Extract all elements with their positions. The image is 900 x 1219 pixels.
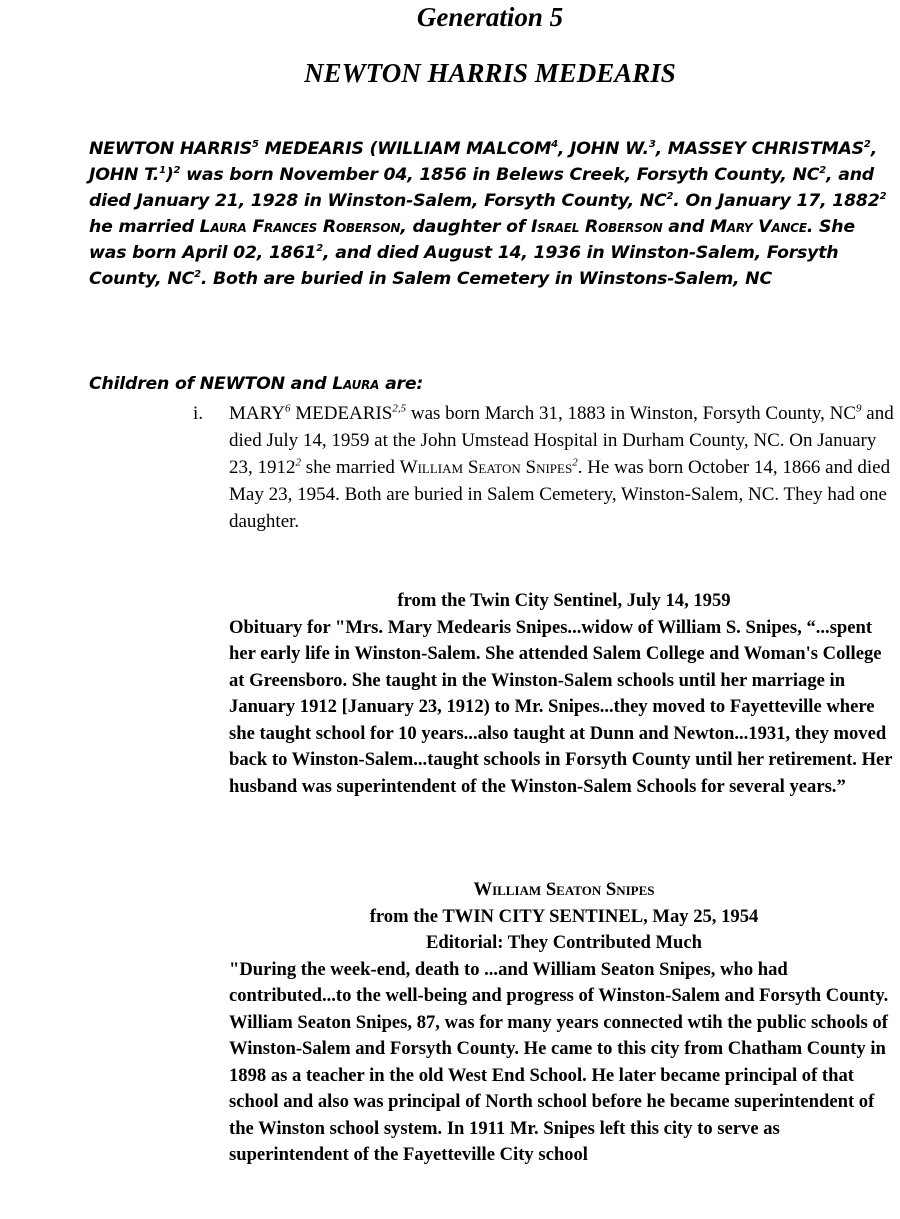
child-numeral: i. xyxy=(193,403,204,424)
intro-text: . She was born April 02, 1861 xyxy=(89,217,855,263)
children-heading xyxy=(89,371,423,397)
heading-mother: Laura xyxy=(332,374,380,394)
intro-text: MEDEARIS (WILLIAM MALCOM xyxy=(258,139,552,159)
footnote-ref: 1 xyxy=(159,165,166,177)
footnote-ref: 2 xyxy=(194,269,201,281)
heading-text: are: xyxy=(379,374,424,394)
footnote-ref: 2 xyxy=(666,191,674,203)
editorial-block xyxy=(229,877,899,1169)
child-text: . He was born October 14, 1866 and died May 23, 1954. Both are buried in Salem Cemetery, Winston-Salem, NC. They had one daughter. xyxy=(229,457,891,532)
obituary-block xyxy=(229,588,899,800)
heading-text: and xyxy=(284,374,333,394)
intro-text: . Both are buried in Salem Cemetery in Winstons-Salem, NC xyxy=(200,269,772,289)
footnote-ref: 4 xyxy=(551,139,558,151)
obituary-text: Obituary for "Mrs. Mary Medearis Snipes...widow of William S. Snipes, “...spent her early life in Winston-Salem. She attended Salem College and Woman's College at Greensboro. She taught in the Winston-Salem schools until her marriage in January 1912 [January 23, 1912) to Mr. Snipes...they moved to Fayetteville where she taught school for 10 years...also taught at Dunn and Newton...1931, they moved back to Winston-Salem...taught schools in Forsyth County until her retirement. Her husband was superintendent of the Winston-Salem Schools for several years.” xyxy=(229,616,893,797)
obituary-source: from the Twin City Sentinel, July 14, 1959 xyxy=(397,590,731,611)
person-title: NEWTON HARRIS MEDEARIS xyxy=(304,58,676,88)
footnote-ref: 2 xyxy=(879,191,887,203)
intro-text: was born November 04, 1856 in Belews Creek, Forsyth County, NC xyxy=(180,165,820,185)
child-entry xyxy=(229,400,899,535)
intro-text: . On January 17, 1882 xyxy=(673,191,880,211)
footnote-ref: 2 xyxy=(316,243,324,255)
intro-name: NEWTON HARRIS xyxy=(89,139,253,159)
child-text: was born March 31, 1883 in Winston, Forsyth County, NC xyxy=(406,403,857,424)
footnote-ref: 3 xyxy=(648,139,656,151)
footnote-ref: 2 xyxy=(572,456,578,469)
spouse-name: Laura Frances Roberson xyxy=(199,217,401,237)
footnote-ref: 2 xyxy=(863,139,871,151)
footnote-ref: 6 xyxy=(284,402,291,415)
mother-in-law-name: Mary Vance xyxy=(709,217,807,237)
editorial-text: "During the week-end, death to ...and William Seaton Snipes, who had contributed...to the well-being and progress of Winston-Salem and Forsyth County. William Seaton Snipes, 87, was for many years connected wtih the public schools of Winston-Salem and Forsyth County. He came to this city from Chatham County in 1898 as a teacher in the old West End School. He later became principal of that school and also was principal of North school before he became superintendent of the Winston school system. In 1911 Mr. Snipes left this city to serve as superintendent of the Fayetteville City school xyxy=(229,958,889,1165)
intro-text: and xyxy=(662,217,710,237)
footnote-ref: 9 xyxy=(856,402,862,415)
heading-text: Children of xyxy=(89,374,200,394)
child-text: and died July 14, 1959 at the John Umstead Hospital in Durham County, NC. On January 23, 1912 xyxy=(229,403,894,478)
footnote-ref: 2 xyxy=(295,456,301,469)
intro-text: , MASSEY CHRISTMAS xyxy=(655,139,864,159)
footnote-ref: 2 xyxy=(819,165,827,177)
editorial-source: from the TWIN CITY SENTINEL, May 25, 1954 xyxy=(369,905,759,927)
editorial-subject: William Seaton Snipes xyxy=(473,879,655,900)
intro-text: , and died August 14, 1936 in Winston-Salem, Forsyth County, NC xyxy=(89,243,839,289)
intro-text: ) xyxy=(165,165,174,185)
intro-paragraph xyxy=(89,136,889,292)
footnote-ref: 2,5 xyxy=(392,402,407,415)
child-surname: MEDEARIS xyxy=(290,403,393,424)
child-text: she married xyxy=(301,457,400,478)
heading-father: NEWTON xyxy=(199,374,285,394)
generation-title: Generation 5 xyxy=(416,2,564,32)
intro-text: , daughter of xyxy=(400,217,531,237)
intro-text: , and died January 21, 1928 in Winston-Salem, Forsyth County, NC xyxy=(89,165,874,211)
footnote-ref: 5 xyxy=(252,139,259,151)
child-name: MARY xyxy=(229,403,285,424)
intro-text: , JOHN W. xyxy=(557,139,649,159)
intro-text: , JOHN T. xyxy=(89,139,878,185)
child-spouse-name: William Seaton Snipes xyxy=(399,457,573,478)
footnote-ref: 2 xyxy=(173,165,181,177)
father-in-law-name: Israel Roberson xyxy=(530,217,663,237)
editorial-title: Editorial: They Contributed Much xyxy=(425,932,702,953)
intro-text: he married xyxy=(89,217,200,237)
